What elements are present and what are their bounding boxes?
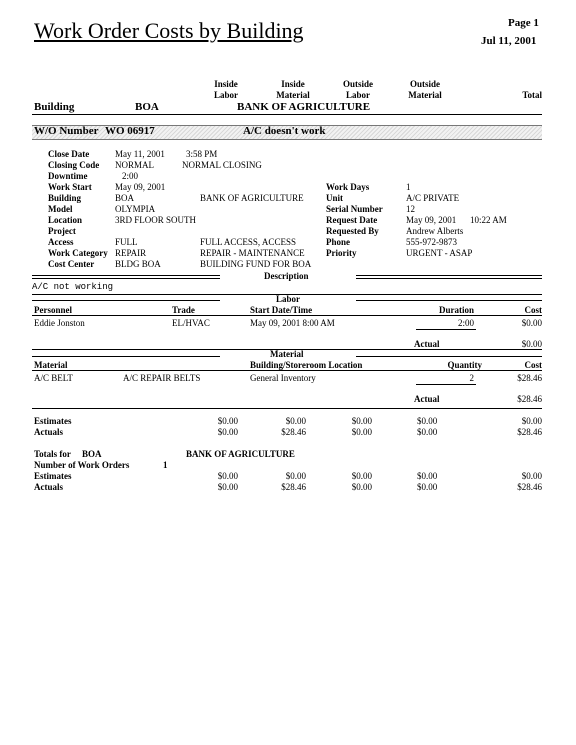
col-outside-labor-line1: Outside [342, 79, 373, 89]
labor-row-duration: 2:00 [457, 318, 474, 328]
requested-by-label: Requested By [326, 226, 379, 236]
serial-label: Serial Number [326, 204, 383, 214]
project-label: Project [48, 226, 76, 236]
priority-label: Priority [326, 248, 357, 258]
material-header-material: Material [34, 360, 68, 370]
detail-building-desc: BANK OF AGRICULTURE [200, 193, 304, 203]
material-header-location: Building/Storeroom Location [250, 360, 363, 370]
unit: A/C PRIVATE [406, 193, 460, 203]
access-desc: FULL ACCESS, ACCESS [200, 237, 296, 247]
num-orders-label: Number of Work Orders [34, 460, 130, 470]
summary-actual-outside-labor: $0.00 [351, 427, 372, 437]
work-category-desc: REPAIR - MAINTENANCE [200, 248, 305, 258]
location: 3RD FLOOR SOUTH [115, 215, 197, 225]
material-actual-label: Actual [414, 394, 440, 404]
col-inside-material-line1: Inside [281, 79, 305, 89]
labor-duration-rule [416, 329, 476, 330]
cost-center-desc: BUILDING FUND FOR BOA [200, 259, 312, 269]
summary-actual-inside-material: $28.46 [281, 427, 306, 437]
material-header-quantity: Quantity [447, 360, 482, 370]
col-total: Total [522, 90, 542, 100]
close-date-label: Close Date [48, 149, 90, 159]
material-section-label: Material [270, 349, 304, 359]
totals-actual-total: $28.46 [517, 482, 542, 492]
labor-header-start: Start Date/Time [250, 305, 313, 315]
material-rule-left [32, 356, 220, 357]
num-orders: 1 [163, 460, 168, 470]
requested-by: Andrew Alberts [406, 226, 464, 236]
col-outside-labor-line2: Labor [345, 90, 370, 100]
page-number: Page 1 [508, 17, 539, 29]
labor-row-start: May 09, 2001 8:00 AM [250, 318, 335, 328]
labor-row-trade: EL/HVAC [172, 318, 210, 328]
labor-header-personnel: Personnel [34, 305, 72, 315]
summary-estimate-inside-labor: $0.00 [217, 416, 238, 426]
description-text: A/C not working [32, 282, 114, 292]
downtime-label: Downtime [48, 171, 88, 181]
cost-center: BLDG BOA [115, 259, 161, 269]
totals-actual-inside-labor: $0.00 [217, 482, 238, 492]
material-actual: $28.46 [517, 394, 542, 404]
summary-actuals-label: Actuals [34, 427, 63, 437]
request-time: 10:22 AM [470, 215, 507, 225]
serial-number: 12 [406, 204, 415, 214]
totals-label: Totals for [34, 449, 71, 459]
work-category-label: Work Category [48, 248, 108, 258]
detail-building-label: Building [48, 193, 82, 203]
model-label: Model [48, 204, 73, 214]
building-code: BOA [135, 101, 159, 113]
totals-estimate-inside-material: $0.00 [285, 471, 306, 481]
labor-row-personnel: Eddie Jonston [34, 318, 85, 328]
work-days: 1 [406, 182, 411, 192]
summary-estimates-label: Estimates [34, 416, 72, 426]
request-date: May 09, 2001 [406, 215, 457, 225]
phone: 555-972-9873 [406, 237, 457, 247]
labor-actual-label: Actual [414, 339, 440, 349]
description-label: Description [264, 271, 309, 281]
col-inside-material-line2: Material [276, 90, 310, 100]
building-name: BANK OF AGRICULTURE [237, 101, 371, 113]
building-label: Building [34, 101, 75, 113]
building-divider [32, 114, 542, 115]
totals-actuals-label: Actuals [34, 482, 63, 492]
material-row-cost: $28.46 [517, 373, 542, 383]
wo-number: WO 06917 [105, 125, 155, 137]
summary-estimate-outside-material: $0.00 [417, 416, 438, 426]
access: FULL [115, 237, 138, 247]
work-start: May 09, 2001 [115, 182, 166, 192]
labor-row-cost: $0.00 [521, 318, 542, 328]
labor-rule-left [32, 300, 220, 301]
cost-center-label: Cost Center [48, 259, 95, 269]
labor-section-label: Labor [276, 294, 301, 304]
totals-estimate-outside-material: $0.00 [417, 471, 438, 481]
material-rule-right [356, 356, 542, 357]
summary-estimate-outside-labor: $0.00 [351, 416, 372, 426]
totals-estimate-inside-labor: $0.00 [217, 471, 238, 481]
material-row-quantity: 2 [469, 373, 474, 383]
desc-rule-left-1 [32, 275, 220, 276]
phone-label: Phone [326, 237, 351, 247]
material-row-location: General Inventory [250, 373, 316, 383]
closing-code-label: Closing Code [48, 160, 100, 170]
work-start-label: Work Start [48, 182, 92, 192]
work-category: REPAIR [115, 248, 147, 258]
col-inside-labor-line2: Labor [213, 90, 238, 100]
summary-top-rule [32, 408, 542, 409]
totals-name: BANK OF AGRICULTURE [186, 449, 295, 459]
summary-actual-outside-material: $0.00 [417, 427, 438, 437]
labor-header-duration: Duration [438, 305, 474, 315]
labor-actual: $0.00 [521, 339, 542, 349]
summary-estimate-total: $0.00 [521, 416, 542, 426]
unit-label: Unit [326, 193, 344, 203]
material-row-desc: A/C REPAIR BELTS [123, 373, 201, 383]
summary-actual-total: $28.46 [517, 427, 542, 437]
labor-header-rule [32, 315, 542, 316]
totals-actual-outside-labor: $0.00 [351, 482, 372, 492]
wo-number-label: W/O Number [34, 125, 99, 137]
col-outside-material-line2: Material [408, 90, 442, 100]
col-outside-material-line1: Outside [409, 79, 440, 89]
material-header-rule [32, 370, 542, 371]
totals-actual-outside-material: $0.00 [417, 482, 438, 492]
material-header-cost: Cost [524, 360, 542, 370]
labor-rule-right [356, 300, 542, 301]
downtime: 2:00 [122, 171, 139, 181]
work-days-label: Work Days [326, 182, 370, 192]
request-date-label: Request Date [326, 215, 378, 225]
summary-actual-inside-labor: $0.00 [217, 427, 238, 437]
detail-building: BOA [115, 193, 135, 203]
totals-estimate-total: $0.00 [521, 471, 542, 481]
summary-estimate-inside-material: $0.00 [285, 416, 306, 426]
location-label: Location [48, 215, 83, 225]
totals-estimates-label: Estimates [34, 471, 72, 481]
wo-title: A/C doesn't work [243, 125, 326, 137]
close-time: 3:58 PM [186, 149, 218, 159]
desc-rule-right-1 [356, 275, 542, 276]
labor-header-trade: Trade [172, 305, 195, 315]
closing-code: NORMAL [115, 160, 155, 170]
totals-actual-inside-material: $28.46 [281, 482, 306, 492]
priority: URGENT - ASAP [406, 248, 473, 258]
close-date: May 11, 2001 [115, 149, 165, 159]
desc-rule-left-2 [32, 278, 220, 279]
report-title: Work Order Costs by Building [34, 18, 304, 43]
report-date: Jul 11, 2001 [481, 35, 537, 47]
closing-code-desc: NORMAL CLOSING [182, 160, 262, 170]
labor-header-cost: Cost [524, 305, 542, 315]
totals-code: BOA [82, 449, 102, 459]
material-quantity-rule [416, 384, 476, 385]
access-label: Access [48, 237, 74, 247]
desc-rule-right-2 [356, 278, 542, 279]
model: OLYMPIA [115, 204, 156, 214]
col-inside-labor-line1: Inside [214, 79, 238, 89]
material-row-material: A/C BELT [34, 373, 73, 383]
totals-estimate-outside-labor: $0.00 [351, 471, 372, 481]
